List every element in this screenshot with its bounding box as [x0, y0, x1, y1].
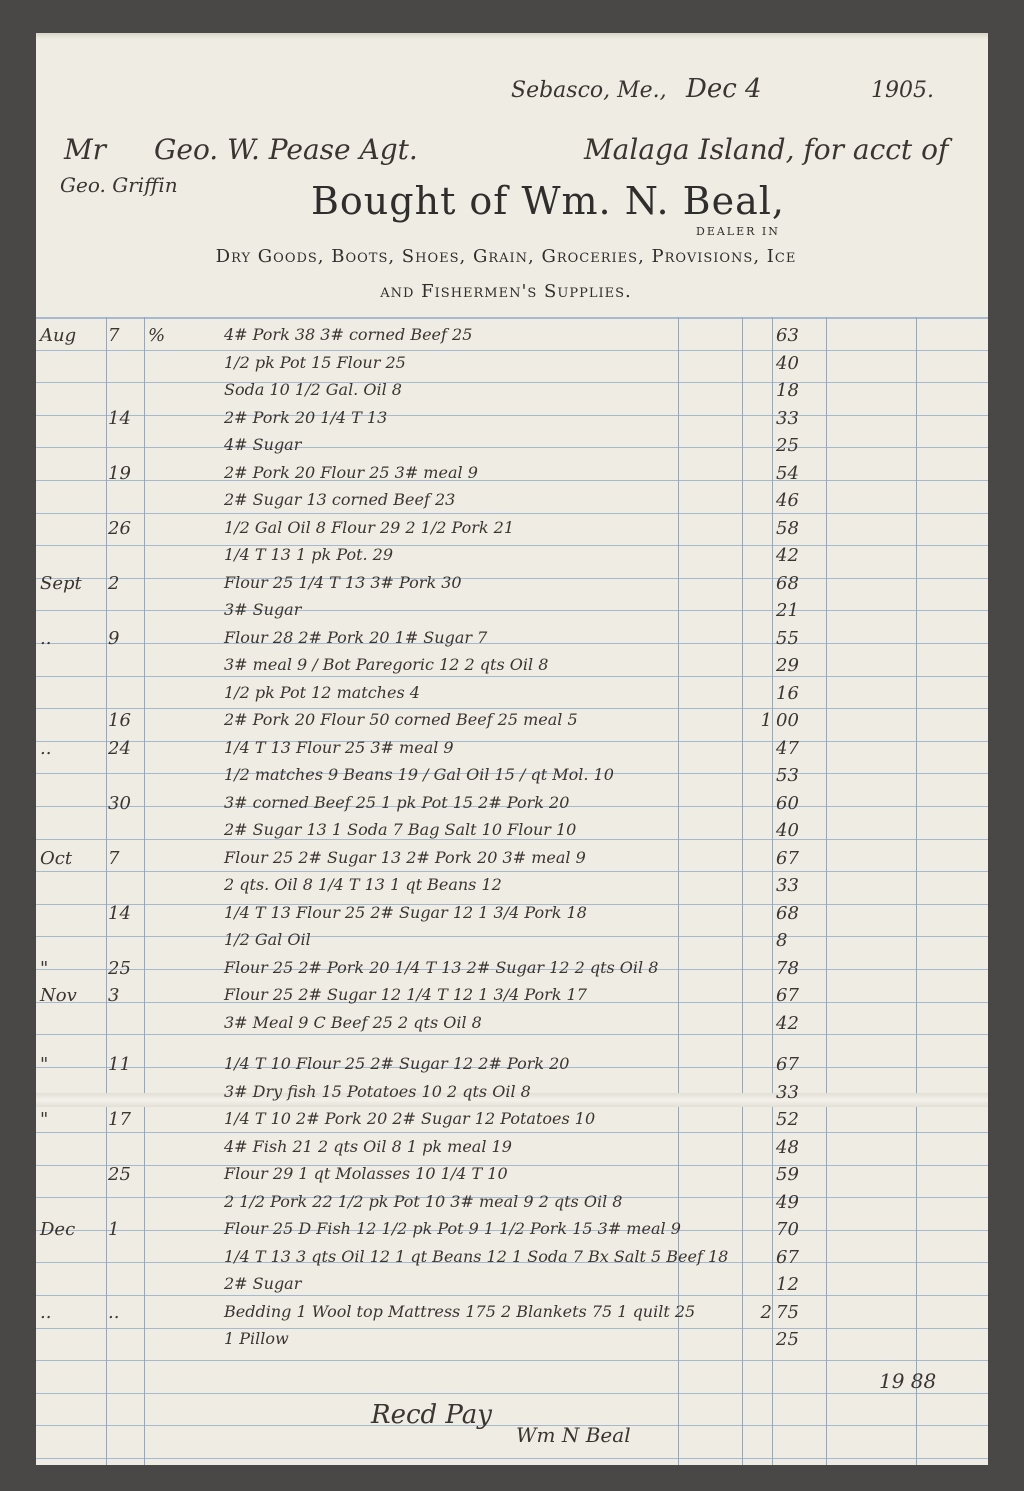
entry-day: 30: [108, 793, 131, 814]
entry-items: 2# Sugar 13 corned Beef 23: [224, 490, 456, 509]
ledger-entry: [36, 903, 988, 931]
entry-cents: 25: [776, 435, 799, 456]
ledger-entry: [36, 380, 988, 408]
entry-day: 16: [108, 710, 131, 731]
entry-cents: 33: [776, 875, 799, 896]
entry-items: 2# Pork 20 Flour 50 corned Beef 25 meal 5: [224, 710, 578, 729]
entry-items: Soda 10 1/2 Gal. Oil 8: [224, 380, 402, 399]
entry-items: 1 Pillow: [224, 1329, 289, 1348]
entry-items: 1/4 T 13 3 qts Oil 12 1 qt Beans 12 1 Soda 7 Bx Salt 5 Beef 18: [224, 1247, 729, 1266]
entry-day: 25: [108, 958, 131, 979]
paper-edge: [36, 33, 988, 39]
entry-items: Flour 29 1 qt Molasses 10 1/4 T 10: [224, 1164, 508, 1183]
ledger-entry: [36, 1109, 988, 1137]
entry-month: ..: [40, 738, 52, 759]
entry-cents: 46: [776, 490, 799, 511]
entry-cents: 8: [776, 930, 788, 951]
ledger-entry: [36, 793, 988, 821]
entry-cents: 67: [776, 985, 799, 1006]
entry-items: Flour 28 2# Pork 20 1# Sugar 7: [224, 628, 488, 647]
invoice-sheet: [36, 33, 988, 1465]
entry-cents: 25: [776, 1329, 799, 1350]
entry-items: 2 1/2 Pork 22 1/2 pk Pot 10 3# meal 9 2 qts Oil 8: [224, 1192, 623, 1211]
ledger-entry: [36, 573, 988, 601]
entry-cents: 33: [776, 408, 799, 429]
entry-items: Bedding 1 Wool top Mattress 175 2 Blankets 75 1 quilt 25: [224, 1302, 696, 1321]
ledger-entry: [36, 518, 988, 546]
ledger-entry: [36, 655, 988, 683]
customer-prefix: Mr: [64, 133, 107, 166]
entry-cents: 42: [776, 1013, 799, 1034]
ledger-top-rule: [36, 317, 988, 319]
entry-cents: 67: [776, 1054, 799, 1075]
ledger-entry: [36, 628, 988, 656]
entry-month: ": [40, 1054, 49, 1075]
entry-day: 3: [108, 985, 120, 1006]
entry-cents: 18: [776, 380, 799, 401]
place-name: Sebasco, Me.,: [511, 78, 667, 103]
entry-items: 1/2 matches 9 Beans 19 / Gal Oil 15 / qt Mol. 10: [224, 765, 614, 784]
entry-items: 2# Sugar 13 1 Soda 7 Bag Salt 10 Flour 10: [224, 820, 577, 839]
ledger-entry: [36, 463, 988, 491]
entry-day: 14: [108, 903, 131, 924]
ledger-rule: [36, 1360, 988, 1361]
entry-cents: 70: [776, 1219, 799, 1240]
goods-line-2: and Fishermen's Supplies.: [380, 281, 632, 302]
entry-items: 1/4 T 13 1 pk Pot. 29: [224, 545, 394, 564]
customer-name: Geo. W. Pease Agt.: [154, 133, 418, 166]
entry-cents: 68: [776, 903, 799, 924]
entry-items: Flour 25 2# Pork 20 1/4 T 13 2# Sugar 12 2 qts Oil 8: [224, 958, 659, 977]
entry-cents: 78: [776, 958, 799, 979]
entry-items: 2# Sugar: [224, 1274, 302, 1293]
entry-day: ..: [108, 1302, 120, 1323]
signature: Wm N Beal: [516, 1423, 631, 1447]
entry-cents: 00: [776, 710, 799, 731]
entry-month: ..: [40, 628, 52, 649]
ledger-entry: [36, 738, 988, 766]
received-payment: Recd Pay: [371, 1400, 492, 1430]
entry-items: 4# Fish 21 2 qts Oil 8 1 pk meal 19: [224, 1137, 512, 1156]
entry-month: Dec: [40, 1219, 76, 1240]
ledger-rule: [36, 1393, 988, 1394]
entry-items: Flour 25 D Fish 12 1/2 pk Pot 9 1 1/2 Pork 15 3# meal 9: [224, 1219, 681, 1238]
ledger-entry: [36, 1274, 988, 1302]
entry-cents: 21: [776, 600, 799, 621]
entry-cents: 67: [776, 848, 799, 869]
entry-cents: 53: [776, 765, 799, 786]
ledger-entry: [36, 1329, 988, 1357]
entry-items: 1/2 Gal Oil 8 Flour 29 2 1/2 Pork 21: [224, 518, 515, 537]
entry-items: 1/4 T 10 2# Pork 20 2# Sugar 12 Potatoes 10: [224, 1109, 596, 1128]
entry-cents: 58: [776, 518, 799, 539]
entry-items: 4# Sugar: [224, 435, 302, 454]
entry-cents: 63: [776, 325, 799, 346]
entry-cents: 75: [776, 1302, 799, 1323]
ledger-entry: [36, 820, 988, 848]
entry-month: ": [40, 1109, 49, 1130]
ledger-entry: [36, 408, 988, 436]
entry-items: 1/2 pk Pot 15 Flour 25: [224, 353, 406, 372]
entry-day: 14: [108, 408, 131, 429]
entry-day: 9: [108, 628, 120, 649]
account-of: Geo. Griffin: [60, 173, 178, 197]
entry-cents: 54: [776, 463, 799, 484]
entry-day: 7: [108, 848, 120, 869]
ledger-entry: [36, 1219, 988, 1247]
entry-items: 1/2 Gal Oil: [224, 930, 311, 949]
entry-month: Aug: [40, 325, 77, 346]
ledger-entry: [36, 600, 988, 628]
entry-items: 1/4 T 13 Flour 25 2# Sugar 12 1 3/4 Pork 18: [224, 903, 587, 922]
invoice-total: 19 88: [879, 1369, 937, 1393]
ledger-entry: [36, 683, 988, 711]
entry-mark: %: [148, 325, 166, 346]
year: 1905.: [871, 78, 934, 103]
ledger-entry: [36, 490, 988, 518]
entry-cents: 40: [776, 820, 799, 841]
entry-cents: 12: [776, 1274, 799, 1295]
ledger-entry: [36, 1164, 988, 1192]
entry-cents: 29: [776, 655, 799, 676]
ledger-entry: [36, 435, 988, 463]
entry-day: 7: [108, 325, 120, 346]
ledger-entry: [36, 545, 988, 573]
entry-month: ..: [40, 1302, 52, 1323]
letterhead-title: Bought of Wm. N. Beal,: [311, 179, 785, 223]
entry-items: Flour 25 2# Sugar 12 1/4 T 12 1 3/4 Pork 17: [224, 985, 587, 1004]
entry-cents: 55: [776, 628, 799, 649]
ledger-entry: [36, 1302, 988, 1330]
entry-day: 1: [108, 1219, 120, 1240]
ledger-entry: [36, 1137, 988, 1165]
entry-cents: 52: [776, 1109, 799, 1130]
entry-cents: 59: [776, 1164, 799, 1185]
dealer-in-label: DEALER IN: [696, 225, 780, 238]
ledger-entry: [36, 930, 988, 958]
entry-month: Oct: [40, 848, 73, 869]
entry-items: 3# corned Beef 25 1 pk Pot 15 2# Pork 20: [224, 793, 570, 812]
ledger-entry: [36, 875, 988, 903]
entry-items: 1/2 pk Pot 12 matches 4: [224, 683, 420, 702]
entry-items: 1/4 T 13 Flour 25 3# meal 9: [224, 738, 454, 757]
entry-cents: 47: [776, 738, 799, 759]
entry-cents: 67: [776, 1247, 799, 1268]
entry-cents: 49: [776, 1192, 799, 1213]
entry-cents: 68: [776, 573, 799, 594]
entry-items: 3# meal 9 / Bot Paregoric 12 2 qts Oil 8: [224, 655, 549, 674]
ledger-entry: [36, 325, 988, 353]
entry-cents: 42: [776, 545, 799, 566]
entry-day: 11: [108, 1054, 131, 1075]
entry-items: 3# Sugar: [224, 600, 302, 619]
entry-day: 19: [108, 463, 131, 484]
ledger-entry: [36, 353, 988, 381]
entry-items: Flour 25 1/4 T 13 3# Pork 30: [224, 573, 462, 592]
ledger-entry: [36, 958, 988, 986]
customer-location: Malaga Island, for acct of: [584, 133, 949, 166]
entry-items: 2# Pork 20 1/4 T 13: [224, 408, 388, 427]
entry-month: ": [40, 958, 49, 979]
ledger-rule: [36, 1458, 988, 1459]
ledger-rule: [36, 1425, 988, 1426]
goods-line-1: Dry Goods, Boots, Shoes, Grain, Groceries, Provisions, Ice: [215, 246, 797, 267]
entry-dollars: 2: [760, 1302, 772, 1323]
entry-cents: 16: [776, 683, 799, 704]
entry-cents: 48: [776, 1137, 799, 1158]
entry-cents: 33: [776, 1082, 799, 1103]
entry-dollars: 1: [760, 710, 772, 731]
entry-month: Nov: [40, 985, 77, 1006]
ledger-entry: [36, 1082, 988, 1110]
entry-month: Sept: [40, 573, 82, 594]
ledger-entry: [36, 765, 988, 793]
ledger-entry: [36, 1247, 988, 1275]
entry-items: 2 qts. Oil 8 1/4 T 13 1 qt Beans 12: [224, 875, 502, 894]
entry-items: Flour 25 2# Sugar 13 2# Pork 20 3# meal 9: [224, 848, 586, 867]
ledger-entry: [36, 710, 988, 738]
ledger-entry: [36, 1054, 988, 1082]
ledger-entry: [36, 985, 988, 1013]
entry-day: 17: [108, 1109, 131, 1130]
entry-items: 2# Pork 20 Flour 25 3# meal 9: [224, 463, 478, 482]
entry-day: 2: [108, 573, 120, 594]
date-handwritten: Dec 4: [686, 74, 762, 104]
ledger-entry: [36, 1192, 988, 1220]
entry-items: 3# Meal 9 C Beef 25 2 qts Oil 8: [224, 1013, 482, 1032]
entry-cents: 40: [776, 353, 799, 374]
entry-items: 1/4 T 10 Flour 25 2# Sugar 12 2# Pork 20: [224, 1054, 570, 1073]
entry-day: 25: [108, 1164, 131, 1185]
ledger-entry: [36, 848, 988, 876]
entry-day: 26: [108, 518, 131, 539]
entry-items: 3# Dry fish 15 Potatoes 10 2 qts Oil 8: [224, 1082, 531, 1101]
ledger-entry: [36, 1013, 988, 1041]
entry-cents: 60: [776, 793, 799, 814]
entry-day: 24: [108, 738, 131, 759]
entry-items: 4# Pork 38 3# corned Beef 25: [224, 325, 473, 344]
